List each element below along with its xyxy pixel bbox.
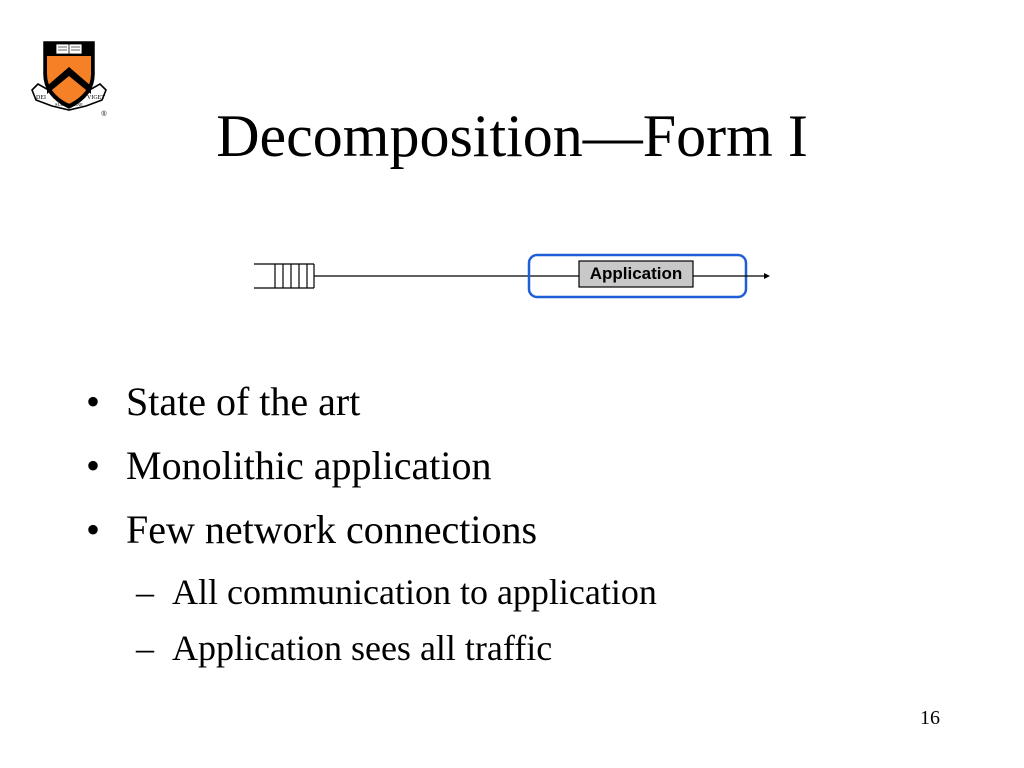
- bullet-item: [86, 378, 986, 442]
- bullet-text: State of the art: [126, 379, 361, 424]
- sub-bullet-text: Application sees all traffic: [172, 628, 553, 668]
- bullet-item: [86, 442, 986, 506]
- sub-bullet-marker: –: [136, 628, 154, 668]
- arrow-head-icon: [764, 273, 770, 279]
- bullet-text: Monolithic application: [126, 443, 492, 488]
- sub-bullet-text: All communication to application: [172, 572, 657, 612]
- sub-bullet-marker: –: [136, 572, 154, 612]
- page-number: 16: [920, 707, 940, 729]
- bullet-text: Few network connections: [126, 507, 538, 552]
- bullet-marker: •: [86, 379, 101, 424]
- bullet-marker: •: [86, 507, 101, 552]
- decomposition-diagram: [248, 248, 778, 304]
- slide-title: Decomposition—Form I: [216, 103, 808, 169]
- motto-left: DEI: [36, 95, 46, 101]
- sub-bullet-item: [86, 626, 986, 682]
- application-label: Application: [589, 264, 683, 283]
- bullet-marker: •: [86, 443, 101, 488]
- queue-icon: [254, 264, 314, 288]
- bullet-item: [86, 506, 986, 570]
- diagram-canvas: [248, 248, 778, 304]
- bullet-list: [86, 378, 986, 682]
- registered-mark: ®: [101, 111, 107, 118]
- motto-center: SUB NUMINE: [55, 102, 83, 107]
- sub-bullet-item: [86, 570, 986, 626]
- motto-right: VIGET: [87, 95, 105, 101]
